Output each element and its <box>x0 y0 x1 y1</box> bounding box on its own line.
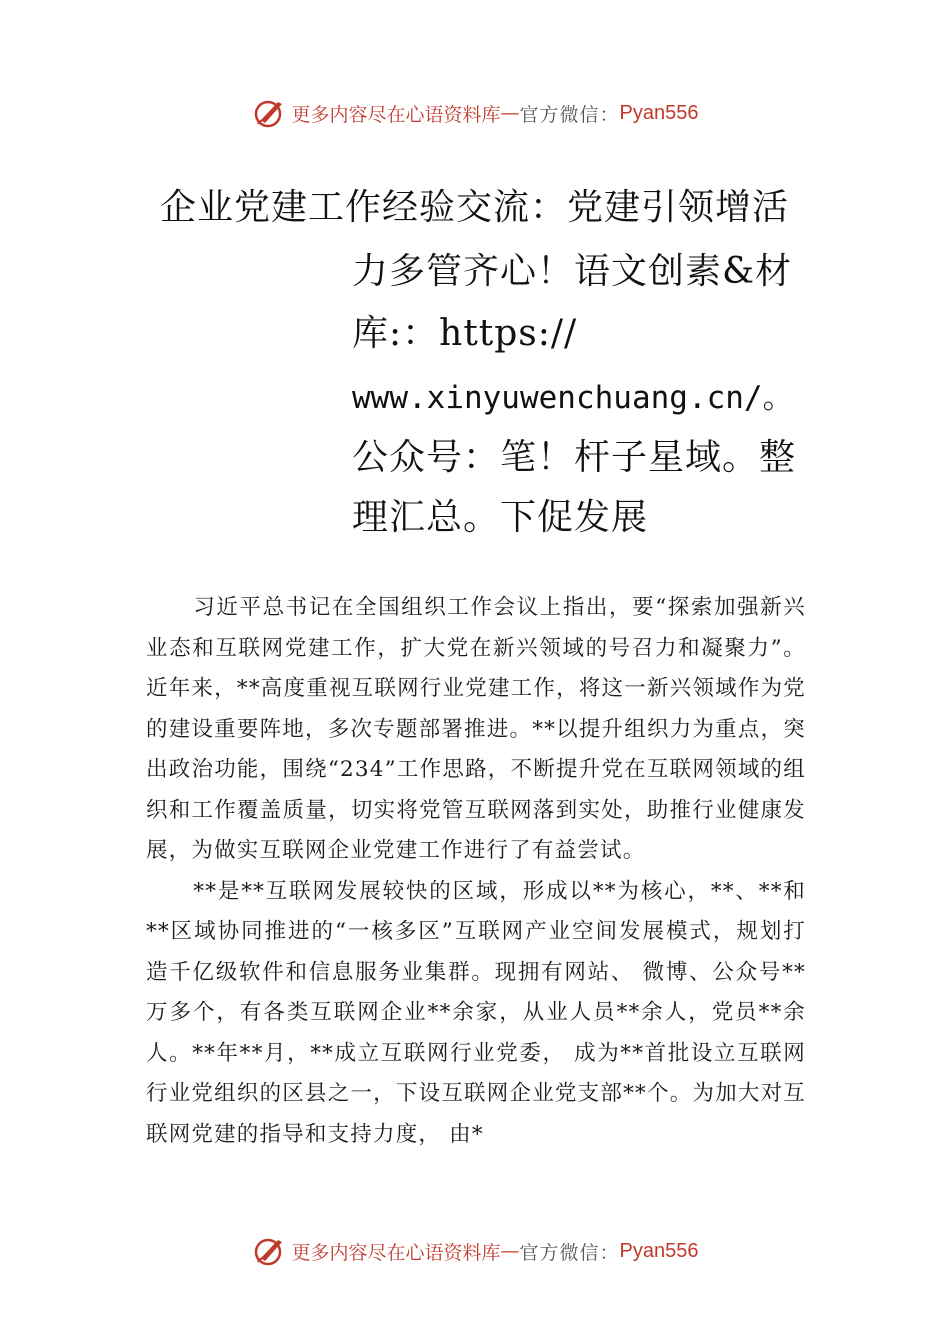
header-banner <box>0 96 950 130</box>
title-line-1: 企业党建工作经验交流：党建引领增活 <box>160 187 790 228</box>
brush-logo-icon <box>252 1234 286 1268</box>
brush-logo-icon <box>252 96 286 130</box>
banner-wechat-label: 官方微信： <box>519 103 620 126</box>
banner-text: 更多内容尽在心语资料库 <box>291 103 501 126</box>
title-line-4: www.xinyuwenchuang.cn/。 <box>352 380 794 416</box>
title-line-5: 公众号：笔！杆子星域。整 <box>352 437 797 478</box>
title-line-2: 力多管齐心！语文创素&材 <box>352 251 793 292</box>
banner-wechat-id: Pyan556 <box>619 101 699 124</box>
banner-dash: — <box>500 1240 520 1262</box>
banner-dash: — <box>500 102 520 124</box>
banner-wechat-id: Pyan556 <box>619 1239 699 1262</box>
title-line-3: 库:：https:// <box>352 313 578 354</box>
paragraph: **是**互联网发展较快的区域，形成以**为核心，**、**和**区域协同推进的“一核多区”互联网产业空间发展模式，规划打造千亿级软件和信息服务业集群。现拥有网站、 微博、公众号**万多个，有各类互联网企业**余家，从业人员**余人，党员**余人。**年**月，**成立互联网行业党委， 成为**首批设立互联网行业党组织的区县之一，下设互联网企业党支部**个。为加大对互联网党建的指导和支持力度， 由* <box>146 878 806 1147</box>
footer-banner <box>0 1234 950 1268</box>
paragraph: 习近平总书记在全国组织工作会议上指出，要“探索加强新兴业态和互联网党建工作，扩大党在新兴领域的号召力和凝聚力”。近年来，**高度重视互联网行业党建工作，将这一新兴领域作为党的建设重要阵地，多次专题部署推进。**以提升组织力为重点，突出政治功能，围绕“234”工作思路，不断提升党在互联网领域的组织和工作覆盖质量，切实将党管互联网落到实处，助推行业健康发展，为做实互联网企业党建工作进行了有益尝试。 <box>146 595 806 863</box>
banner-text: 更多内容尽在心语资料库 <box>291 1241 501 1264</box>
document-body <box>146 588 806 1155</box>
banner-wechat-label: 官方微信： <box>519 1241 620 1264</box>
title-line-6: 理汇总。下促发展 <box>352 497 649 538</box>
